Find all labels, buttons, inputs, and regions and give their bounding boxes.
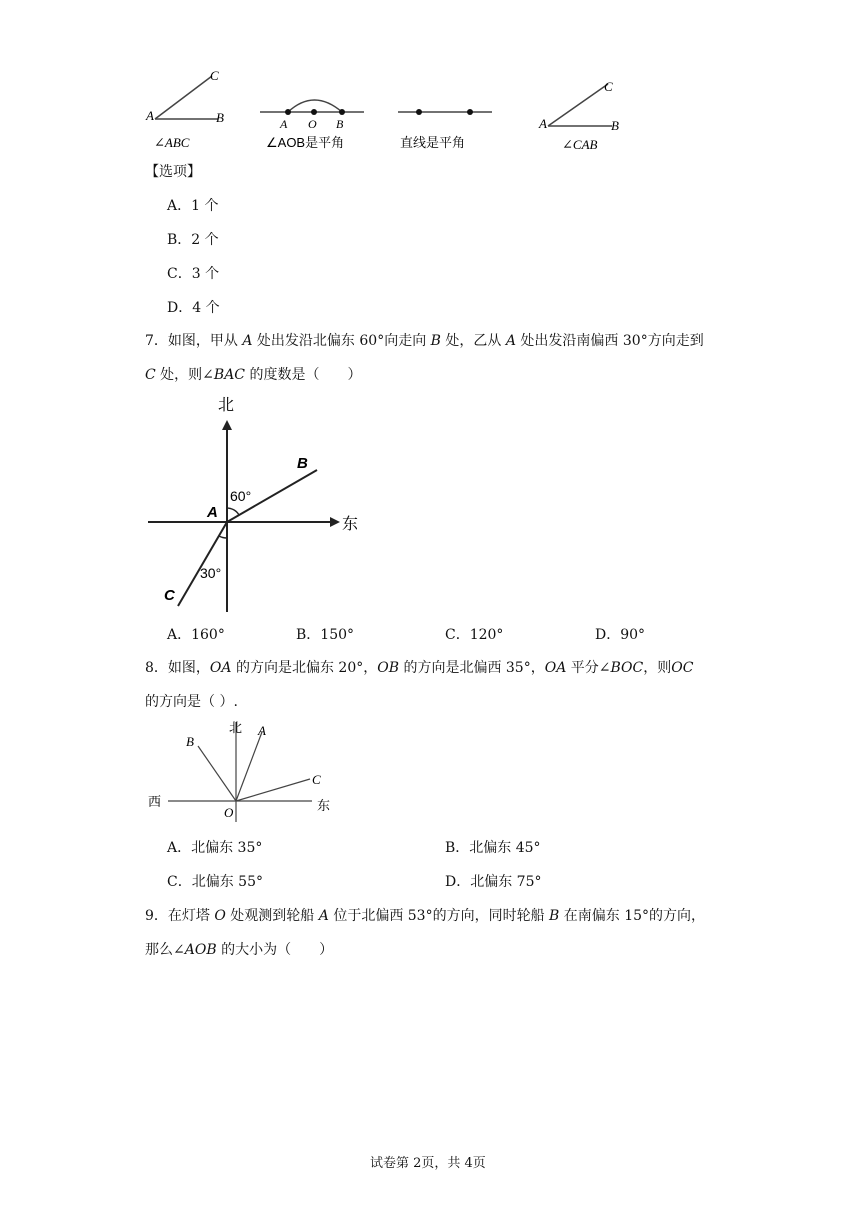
q7-north-label: 北 xyxy=(218,397,235,414)
q8-var: OA xyxy=(544,660,567,676)
fig1-label-b: B xyxy=(216,110,224,125)
q9-text: 位于北偏西 53°的方向，同时轮船 xyxy=(328,908,550,924)
q9-text: 在南偏东 15°的方向， xyxy=(559,908,706,924)
q7-var: A xyxy=(242,333,253,349)
q9-var: AOB xyxy=(184,942,217,958)
fig1-caption: ∠ABC xyxy=(154,135,190,150)
q8-text: 平分∠ xyxy=(566,660,611,676)
q7-text: 的度数是（ ） xyxy=(245,367,362,383)
q7-angle-30: 30° xyxy=(200,565,222,581)
fig1-label-c: C xyxy=(210,68,219,83)
q9-text: 那么∠ xyxy=(145,942,185,958)
q6-option-c[interactable]: C．3 个 xyxy=(167,266,220,282)
q8-stem-line1 xyxy=(145,658,693,678)
q8-var: OC xyxy=(671,660,694,676)
q7-var: C xyxy=(145,367,156,383)
q7-text: 处，则∠ xyxy=(155,367,214,383)
q8-option-d[interactable]: D．北偏东 75° xyxy=(445,874,542,890)
q8-option-a[interactable]: A．北偏东 35° xyxy=(167,840,263,856)
q7-text: 处出发沿北偏东 60°向走向 xyxy=(252,333,431,349)
figure-angle-cab xyxy=(532,76,632,156)
fig4-label-c: C xyxy=(604,79,613,94)
fig4-label-b: B xyxy=(611,118,619,133)
fig2-label-a: A xyxy=(280,117,288,131)
q9-stem-line1 xyxy=(145,906,705,926)
fig1-label-a: A xyxy=(146,108,154,123)
q7-option-a[interactable]: A．160° xyxy=(167,627,225,643)
q7-stem-line2 xyxy=(145,365,361,385)
fig2-label-b: B xyxy=(336,117,344,131)
q7-east-label: 东 xyxy=(342,516,359,533)
q7-option-b[interactable]: B．150° xyxy=(296,627,355,643)
q9-var: O xyxy=(214,908,226,924)
q8-label-a: A xyxy=(258,723,266,738)
q7-var: BAC xyxy=(213,367,246,383)
q8-label-b: B xyxy=(186,734,194,749)
q7-var: A xyxy=(505,333,516,349)
q9-stem-line2 xyxy=(145,940,333,960)
q9-var: B xyxy=(549,908,560,924)
q9-text: 处观测到轮船 xyxy=(225,908,319,924)
q7-option-d[interactable]: D．90° xyxy=(595,627,646,643)
figure-angle-abc xyxy=(140,64,240,156)
q7-label-c: C xyxy=(164,587,175,604)
q8-east-label: 东 xyxy=(317,798,331,813)
q9-text: 9．在灯塔 xyxy=(145,908,215,924)
q9-var: A xyxy=(318,908,329,924)
figure-straight-angle-aob xyxy=(258,90,368,156)
fig3-caption: 直线是平角 xyxy=(400,135,466,150)
q7-var: B xyxy=(430,333,441,349)
q6-option-a[interactable]: A．1 个 xyxy=(167,198,219,214)
q7-figure xyxy=(140,390,370,615)
q8-option-c[interactable]: C．北偏东 55° xyxy=(167,874,263,890)
figure-straight-line xyxy=(394,100,494,156)
q9-text: 的大小为（ ） xyxy=(216,942,334,958)
q8-var: OB xyxy=(377,660,399,676)
fig4-label-a: A xyxy=(539,116,547,131)
q7-text: 处，乙从 xyxy=(440,333,506,349)
q7-option-c[interactable]: C．120° xyxy=(445,627,504,643)
q7-text: 处出发沿南偏西 30°方向走到 xyxy=(515,333,704,349)
q7-label-a: A xyxy=(207,504,218,521)
q8-text: 的方向是北偏西 35°， xyxy=(399,660,545,676)
q8-var: BOC xyxy=(610,660,644,676)
q8-text: 的方向是北偏东 20°， xyxy=(231,660,378,676)
q8-text: ，则 xyxy=(643,660,672,676)
fig2-caption: ∠AOB是平角 xyxy=(266,135,345,150)
q8-figure xyxy=(140,718,340,823)
q8-option-b[interactable]: B．北偏东 45° xyxy=(445,840,541,856)
page-footer: 试卷第 2页，共 4页 xyxy=(370,1156,486,1171)
q7-angle-60: 60° xyxy=(230,488,252,504)
fig2-label-o: O xyxy=(308,117,317,131)
q8-text: 8．如图， xyxy=(145,660,210,676)
options-header: 【选项】 xyxy=(145,164,201,180)
q6-option-d[interactable]: D．4 个 xyxy=(167,300,220,316)
q8-label-c: C xyxy=(312,772,321,787)
q8-label-o: O xyxy=(224,805,234,820)
q8-var: OA xyxy=(209,660,232,676)
q6-option-b[interactable]: B．2 个 xyxy=(167,232,219,248)
q8-west-label: 西 xyxy=(148,794,162,809)
q8-north-label: 北 xyxy=(229,720,243,735)
q7-text: 7．如图，甲从 xyxy=(145,333,243,349)
q8-stem-line2: 的方向是（ ）. xyxy=(145,694,238,710)
q7-label-b: B xyxy=(297,455,308,472)
fig4-caption: ∠CAB xyxy=(562,137,598,152)
q7-stem-line1 xyxy=(145,331,704,351)
